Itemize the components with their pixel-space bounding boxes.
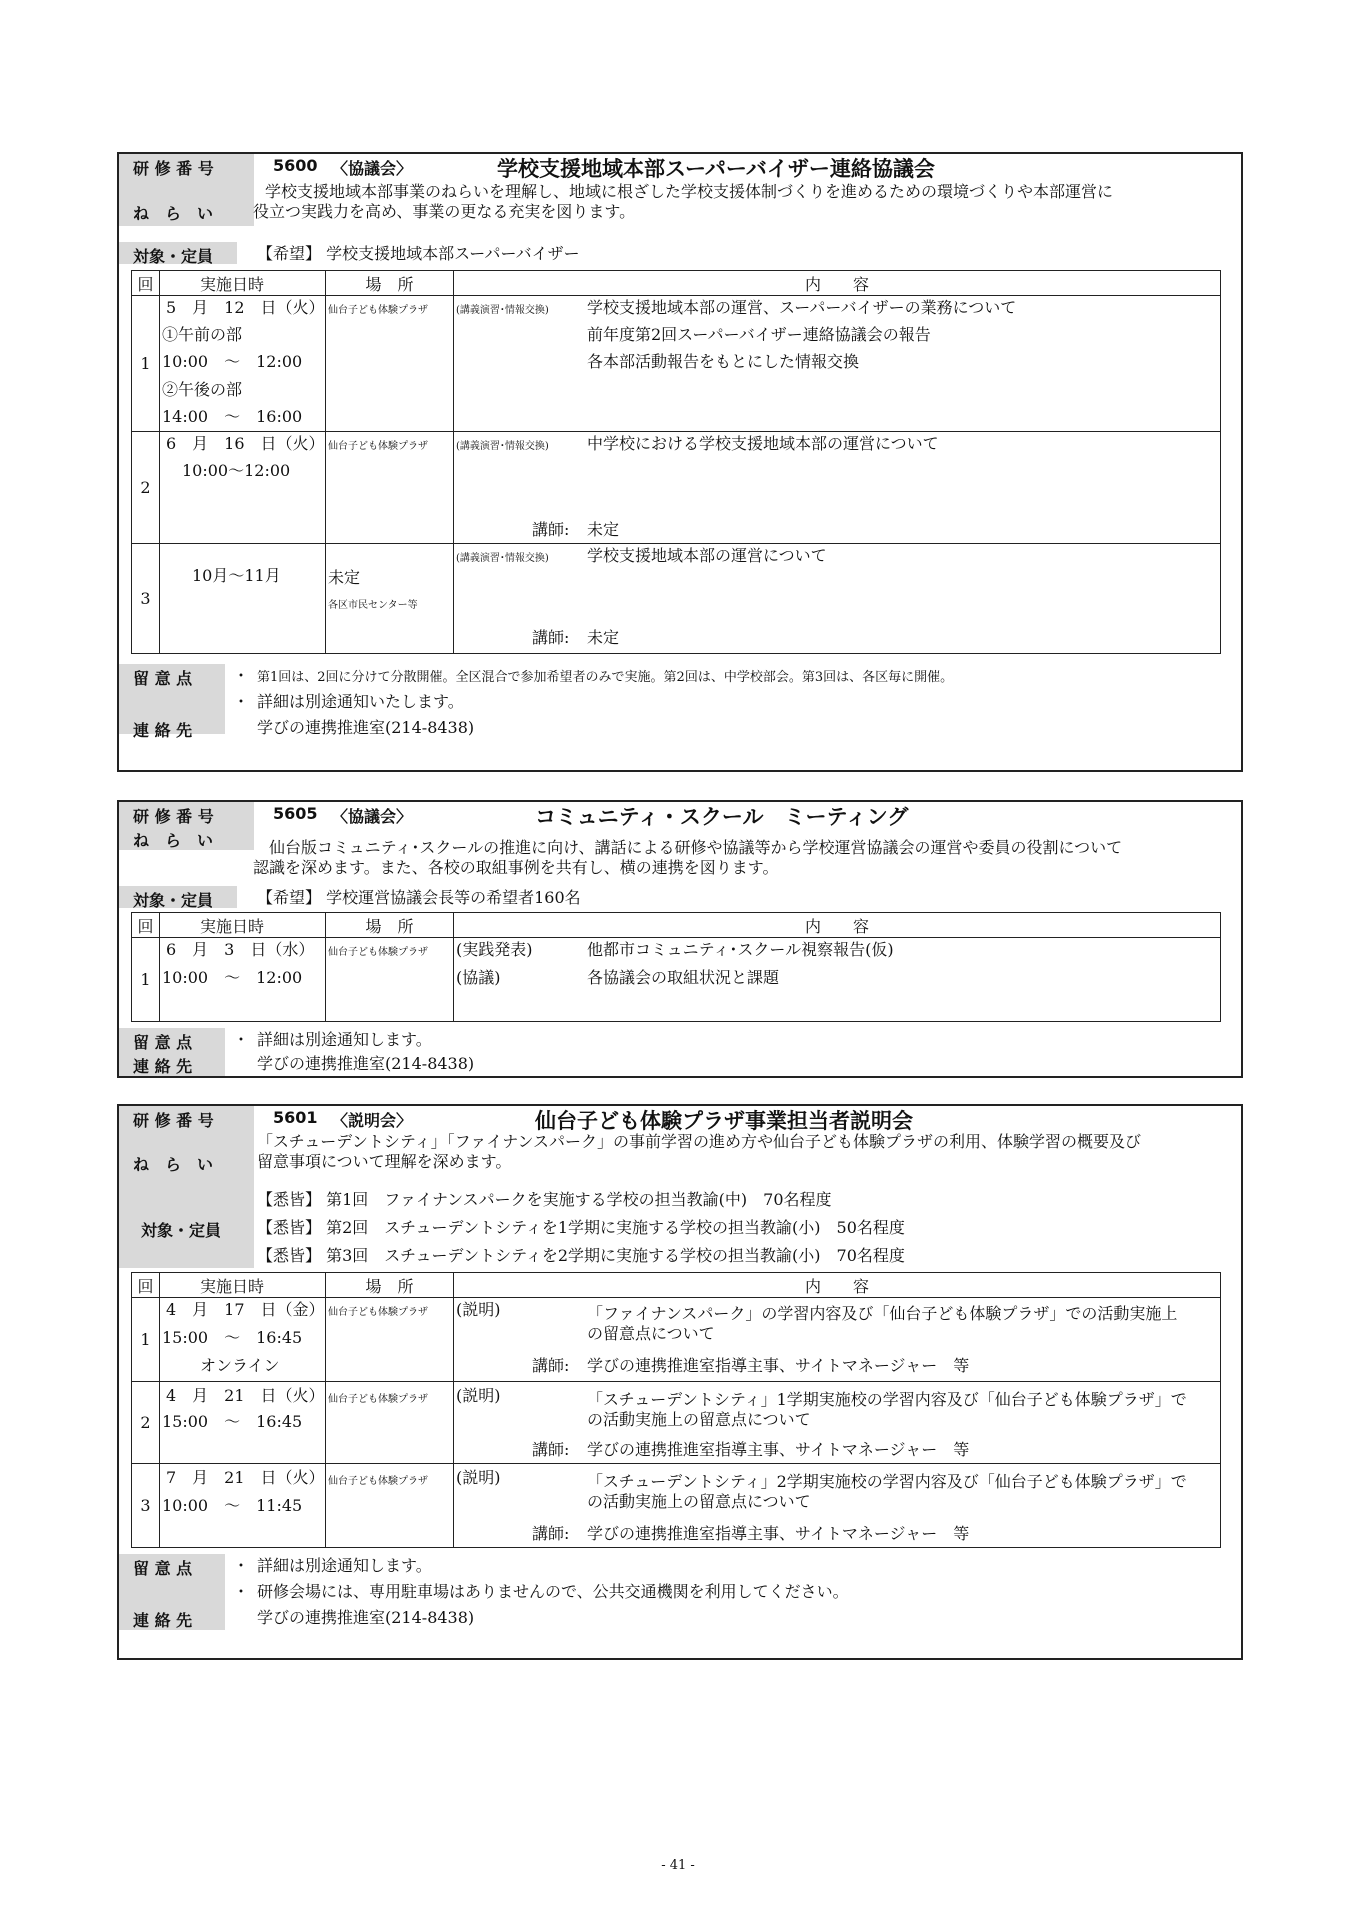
target-text: 【希望】 学校運営協議会長等の希望者160名 — [257, 888, 581, 907]
contact: 学びの連携推進室(214-8438) — [257, 1608, 475, 1627]
table-row — [132, 938, 1221, 1022]
note-1: 詳細は別途通知します。 — [257, 1030, 432, 1049]
col-header-content: 内 容 — [454, 913, 1221, 938]
session-content-1: 学校支援地域本部の運営について — [587, 546, 827, 565]
session-time: 15:00 ～ 16:45 — [162, 1328, 303, 1347]
training-type: 〈説明会〉 — [332, 1111, 413, 1130]
schedule-table — [131, 1272, 1221, 1548]
session-date: 10月～11月 — [192, 566, 281, 585]
session-date: 6 月 16 日（火） — [166, 434, 325, 453]
session-format: (説明) — [456, 1386, 501, 1405]
table-row — [132, 1298, 1221, 1382]
session-content-2: の活動実施上の留意点について — [587, 1410, 811, 1429]
aim-text-line1: 「スチューデントシティ」「ファイナンスパーク」の事前学習の進め方や仙台子ども体験プラザの利用、体験学習の概要及び — [257, 1132, 1142, 1151]
col-header-date: 実施日時 — [160, 1273, 326, 1298]
session-format-1: (実践発表) — [456, 940, 533, 959]
session-content-1: 中学校における学校支援地域本部の運営について — [587, 434, 939, 453]
training-number: 5600 — [273, 156, 318, 175]
lecturer: 学びの連携推進室指導主事、サイトマネージャー 等 — [587, 1356, 970, 1375]
session-number: 1 — [132, 1298, 160, 1382]
target-text-2: 【悉皆】 第2回 スチューデントシティを1学期に実施する学校の担当教諭(小) 50名程度 — [257, 1218, 905, 1237]
schedule-table — [131, 912, 1221, 1022]
session-number: 1 — [132, 938, 160, 1022]
training-block-5605 — [117, 800, 1243, 1078]
table-row — [132, 544, 1221, 654]
aim-label: ね ら い — [133, 204, 214, 223]
session-place: 仙台子ども体験プラザ — [328, 947, 428, 958]
session-content-1: 「スチューデントシティ」2学期実施校の学習内容及び「仙台子ども体験プラザ」で — [587, 1472, 1187, 1491]
session-format: (講義演習･情報交換) — [456, 305, 549, 316]
session-place-sub: 各区市民センター等 — [328, 600, 418, 611]
col-header-place: 場 所 — [326, 271, 454, 296]
session-content-1: 「ファイナンスパーク」の学習内容及び「仙台子ども体験プラザ」での活動実施上 — [587, 1304, 1178, 1323]
bullet: ・ — [233, 692, 250, 711]
lecturer-label: 講師: — [532, 520, 570, 539]
col-header-date: 実施日時 — [160, 271, 326, 296]
col-header-content: 内 容 — [454, 1273, 1221, 1298]
session-place: 仙台子ども体験プラザ — [328, 1476, 428, 1487]
training-block-5600 — [117, 152, 1243, 772]
notes-label: 留 意 点 — [133, 1559, 193, 1578]
aim-text-line2: 認識を深めます。また、各校の取組事例を共有し、横の連携を図ります。 — [253, 858, 779, 877]
session-number: 2 — [132, 1382, 160, 1464]
training-title: コミュニティ・スクール ミーティング — [535, 805, 909, 829]
session-number: 3 — [132, 544, 160, 654]
session-content-2: の活動実施上の留意点について — [587, 1492, 811, 1511]
session-number: 1 — [132, 296, 160, 432]
col-header-place: 場 所 — [326, 913, 454, 938]
session-mode: オンライン — [200, 1356, 280, 1375]
target-label: 対象・定員 — [141, 1221, 222, 1240]
session-format-2: (協議) — [456, 968, 501, 987]
table-row — [132, 1382, 1221, 1464]
col-header-session: 回 — [132, 1273, 160, 1298]
note-2: 詳細は別途通知いたします。 — [257, 692, 464, 711]
session-content-1: 他都市コミュニティ･スクール視察報告(仮) — [587, 940, 894, 959]
session-content-1: 学校支援地域本部の運営、スーパーバイザーの業務について — [587, 298, 1017, 317]
note-1: 第1回は、2回に分けて分散開催。全区混合で参加希望者のみで実施。第2回は、中学校部会。第3回は、各区毎に開催。 — [257, 670, 954, 685]
training-number-label: 研 修 番 号 — [133, 159, 214, 178]
col-header-session: 回 — [132, 913, 160, 938]
session-format: (説明) — [456, 1300, 501, 1319]
lecturer: 学びの連携推進室指導主事、サイトマネージャー 等 — [587, 1524, 970, 1543]
note-2: 研修会場には、専用駐車場はありませんので、公共交通機関を利用してください。 — [257, 1582, 849, 1601]
session-content-2: 前年度第2回スーパーバイザー連絡協議会の報告 — [587, 325, 931, 344]
bullet: ・ — [233, 1556, 250, 1575]
session-time: 10:00 ～ 12:00 — [162, 968, 303, 987]
session-place: 未定 — [328, 568, 361, 587]
contact: 学びの連携推進室(214-8438) — [257, 718, 475, 737]
session-part-am: ①午前の部 — [162, 325, 243, 344]
training-number-label: 研 修 番 号 — [133, 807, 214, 826]
training-block-5601 — [117, 1104, 1243, 1660]
notes-label: 留 意 点 — [133, 669, 193, 688]
aim-label: ね ら い — [133, 1155, 214, 1174]
col-header-place: 場 所 — [326, 1273, 454, 1298]
target-label: 対象・定員 — [133, 891, 214, 910]
session-content-1: 「スチューデントシティ」1学期実施校の学習内容及び「仙台子ども体験プラザ」で — [587, 1390, 1187, 1409]
table-row — [132, 296, 1221, 432]
lecturer-label: 講師: — [532, 1524, 570, 1543]
training-number-label: 研 修 番 号 — [133, 1111, 214, 1130]
lecturer-label: 講師: — [532, 1440, 570, 1459]
training-title: 仙台子ども体験プラザ事業担当者説明会 — [535, 1109, 913, 1133]
session-content-2: 各協議会の取組状況と課題 — [587, 968, 780, 987]
session-content-2: の留意点について — [587, 1324, 715, 1343]
note-1: 詳細は別途通知します。 — [257, 1556, 432, 1575]
lecturer-label: 講師: — [532, 1356, 570, 1375]
aim-label: ね ら い — [133, 831, 214, 850]
aim-text-line2: 留意事項について理解を深めます。 — [257, 1152, 512, 1171]
session-content-3: 各本部活動報告をもとにした情報交換 — [587, 352, 860, 371]
col-header-content: 内 容 — [454, 271, 1221, 296]
session-place: 仙台子ども体験プラザ — [328, 1307, 428, 1318]
bullet: ・ — [233, 1582, 250, 1601]
contact-label: 連 絡 先 — [133, 1057, 193, 1076]
session-place: 仙台子ども体験プラザ — [328, 1394, 428, 1405]
session-place: 仙台子ども体験プラザ — [328, 441, 428, 452]
session-date: 7 月 21 日（火） — [166, 1468, 325, 1487]
session-date: 4 月 17 日（金） — [166, 1300, 325, 1319]
session-time: 10:00 ～ 11:45 — [162, 1496, 303, 1515]
session-format: (説明) — [456, 1468, 501, 1487]
session-format: (講義演習･情報交換) — [456, 553, 549, 564]
lecturer: 未定 — [587, 520, 620, 539]
contact-label: 連 絡 先 — [133, 721, 193, 740]
aim-text-line2: 役立つ実践力を高め、事業の更なる充実を図ります。 — [253, 202, 636, 221]
col-header-session: 回 — [132, 271, 160, 296]
schedule-table — [131, 270, 1221, 654]
training-title: 学校支援地域本部スーパーバイザー連絡協議会 — [497, 157, 935, 181]
contact: 学びの連携推進室(214-8438) — [257, 1054, 475, 1073]
session-number: 2 — [132, 432, 160, 544]
session-time-pm: 14:00 ～ 16:00 — [162, 407, 303, 426]
target-text: 【希望】 学校支援地域本部スーパーバイザー — [257, 244, 580, 263]
session-place: 仙台子ども体験プラザ — [328, 305, 428, 316]
training-number: 5605 — [273, 804, 318, 823]
session-date: 5 月 12 日（火） — [166, 298, 325, 317]
session-format: (講義演習･情報交換) — [456, 441, 549, 452]
session-date: 6 月 3 日（水） — [166, 940, 315, 959]
session-time-am: 10:00 ～ 12:00 — [162, 352, 303, 371]
training-type: 〈協議会〉 — [332, 159, 413, 178]
contact-label: 連 絡 先 — [133, 1611, 193, 1630]
aim-text-line1: 仙台版コミュニティ･スクールの推進に向け、講話による研修や協議等から学校運営協議会の運営や委員の役割について — [269, 838, 1123, 857]
session-date: 4 月 21 日（火） — [166, 1386, 325, 1405]
table-row — [132, 1464, 1221, 1548]
table-row — [132, 432, 1221, 544]
lecturer: 未定 — [587, 628, 620, 647]
session-part-pm: ②午後の部 — [162, 380, 243, 399]
page-number: - 41 - — [661, 1858, 695, 1873]
lecturer: 学びの連携推進室指導主事、サイトマネージャー 等 — [587, 1440, 970, 1459]
target-text-3: 【悉皆】 第3回 スチューデントシティを2学期に実施する学校の担当教諭(小) 70名程度 — [257, 1246, 905, 1265]
bullet: ・ — [233, 666, 250, 685]
session-time: 15:00 ～ 16:45 — [162, 1412, 303, 1431]
lecturer-label: 講師: — [532, 628, 570, 647]
target-label: 対象・定員 — [133, 247, 214, 266]
col-header-date: 実施日時 — [160, 913, 326, 938]
bullet: ・ — [233, 1030, 250, 1049]
aim-text-line1: 学校支援地域本部事業のねらいを理解し、地域に根ざした学校支援体制づくりを進めるための環境づくりや本部運営に — [265, 182, 1114, 201]
session-time: 10:00～12:00 — [182, 461, 291, 480]
training-type: 〈協議会〉 — [332, 807, 413, 826]
training-number: 5601 — [273, 1108, 318, 1127]
target-text-1: 【悉皆】 第1回 ファイナンスパークを実施する学校の担当教諭(中) 70名程度 — [257, 1190, 832, 1209]
session-number: 3 — [132, 1464, 160, 1548]
notes-label: 留 意 点 — [133, 1033, 193, 1052]
